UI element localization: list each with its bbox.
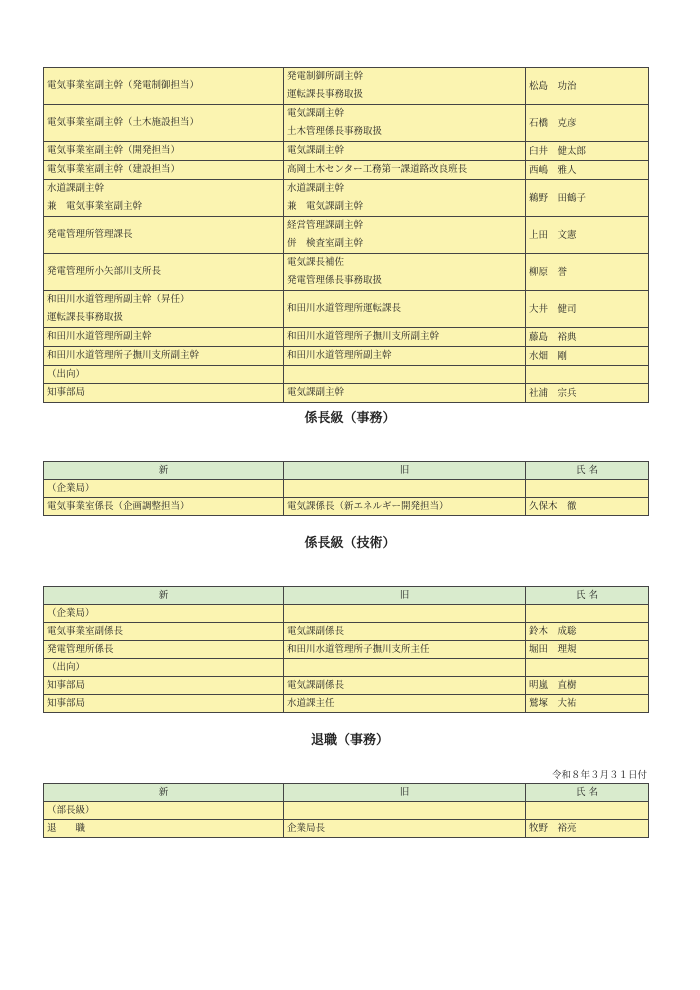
cell-name: 社浦 宗兵 [526,384,649,403]
col-header-name: 氏 名 [526,784,649,802]
cell-name: 上田 文憲 [526,217,649,254]
cell-name: 牧野 裕亮 [526,820,649,838]
cell-old: 電気課副係長 [284,623,526,641]
cell-old [284,68,526,105]
effective-date: 令和８年３月３１日付 [551,770,647,781]
cell-old-line: 電気課副主幹 [287,145,345,156]
cell-new-line: 水道課副主幹 [47,183,105,194]
cell-new-line: 知事部局 [47,387,86,398]
cell-new [44,347,284,366]
cell-old-line: 土木管理係長事務取扱 [287,126,383,137]
cell-new [44,384,284,403]
table-row [44,161,649,180]
cell-name: 久保木 徹 [526,498,649,516]
cell-name: 柳原 誉 [526,254,649,291]
cell-name: 石橋 克彦 [526,105,649,142]
cell-old: 企業局長 [284,820,526,838]
cell-name: 鈴木 成聡 [526,623,649,641]
cell-old-line: 高岡土木センター工務第一課道路改良班長 [287,164,468,175]
cell-new [44,142,284,161]
col-header-name: 氏 名 [526,462,649,480]
section-row [44,802,649,820]
table-row [44,498,649,516]
cell-new: 発電管理所係長 [44,641,284,659]
col-header-new: 新 [44,462,284,480]
cell-old-line: 水道課副主幹 [287,183,345,194]
cell-old [284,105,526,142]
appointments-table-top [43,67,649,403]
col-header-name: 氏 名 [526,587,649,605]
table-row [44,105,649,142]
cell-new: 電気事業室係長（企画調整担当） [44,498,284,516]
table-row [44,677,649,695]
cell-old [284,328,526,347]
cell-old [284,217,526,254]
cell-old-line: 和田川水道管理所子撫川支所副主幹 [287,331,440,342]
table-row [44,291,649,328]
appointments-table-taishoku [43,783,649,838]
cell-name: 鵜野 田鶴子 [526,180,649,217]
cell-new-line: 運転課長事務取扱 [47,312,124,323]
cell-old: 和田川水道管理所子撫川支所主任 [284,641,526,659]
table-row [44,695,649,713]
cell-new [44,254,284,291]
cell-old [284,161,526,180]
cell-new-line: 和田川水道管理所副主幹 [47,331,152,342]
cell-new-line: 電気事業室副主幹（土木施設担当） [47,117,200,128]
section-label: （企業局） [44,480,284,498]
section-row [44,605,649,623]
col-header-new: 新 [44,587,284,605]
cell-old [284,254,526,291]
cell-old-line: 併 検査室副主幹 [287,238,364,249]
cell-name: 藤島 裕典 [526,328,649,347]
section-label: （出向） [44,366,284,384]
cell-old-line: 電気課長補佐 [287,257,345,268]
cell-old-line: 発電制御所副主幹 [287,71,364,82]
section-title-kakaricho-jimu: 係長級（事務） [304,411,396,426]
table-row [44,641,649,659]
header-row [44,462,649,480]
cell-name: 鷲塚 大祐 [526,695,649,713]
table-row [44,254,649,291]
cell-name: 堀田 理規 [526,641,649,659]
cell-old-line: 経営管理課副主幹 [287,220,364,231]
table-row [44,68,649,105]
header-row [44,784,649,802]
cell-old: 水道課主任 [284,695,526,713]
header-row [44,587,649,605]
cell-name: 西嶋 雅人 [526,161,649,180]
section-label: （部長級） [44,802,284,820]
section-label: （出向） [44,659,284,677]
cell-new [44,291,284,328]
cell-new [44,217,284,254]
cell-new-line: 発電管理所管理課長 [47,229,133,240]
table-row [44,623,649,641]
cell-old: 電気課係長（新エネルギー開発担当） [284,498,526,516]
cell-old-line: 電気課副主幹 [287,387,345,398]
section-row [44,366,649,384]
cell-new [44,180,284,217]
cell-new [44,68,284,105]
cell-new-line: 電気事業室副主幹（開発担当） [47,145,181,156]
cell-new [44,328,284,347]
section-row [44,659,649,677]
cell-new-line: 発電管理所小矢部川支所長 [47,266,162,277]
col-header-old: 旧 [284,462,526,480]
cell-old [284,291,526,328]
col-header-old: 旧 [284,784,526,802]
cell-old-line: 和田川水道管理所副主幹 [287,350,392,361]
cell-new: 知事部局 [44,677,284,695]
cell-new-line: 兼 電気事業室副主幹 [47,201,143,212]
cell-new-line: 電気事業室副主幹（建設担当） [47,164,181,175]
appointments-table-kakaricho-jimu [43,461,649,516]
section-label: （企業局） [44,605,284,623]
table-row [44,384,649,403]
cell-new-line: 和田川水道管理所副主幹（昇任） [47,294,190,305]
appointments-table-kakaricho-gijutsu [43,586,649,713]
cell-name: 臼井 健太郎 [526,142,649,161]
table-row [44,142,649,161]
cell-name: 大井 健司 [526,291,649,328]
cell-old-line: 和田川水道管理所運転課長 [287,303,402,314]
cell-old [284,180,526,217]
cell-old: 電気課副係長 [284,677,526,695]
table-row [44,820,649,838]
cell-name: 水畑 剛 [526,347,649,366]
cell-old-line: 電気課副主幹 [287,108,345,119]
section-title-kakaricho-gijutsu: 係長級（技術） [304,536,396,551]
cell-new-line: 和田川水道管理所子撫川支所副主幹 [47,350,200,361]
cell-old-line: 運転課長事務取扱 [287,89,364,100]
table-row [44,180,649,217]
cell-old-line: 発電管理係長事務取扱 [287,275,383,286]
table-row [44,217,649,254]
cell-old-line: 兼 電気課副主幹 [287,201,364,212]
cell-new [44,161,284,180]
cell-old [284,347,526,366]
cell-name: 明嵐 直樹 [526,677,649,695]
col-header-old: 旧 [284,587,526,605]
cell-old [284,142,526,161]
col-header-new: 新 [44,784,284,802]
cell-new: 退 職 [44,820,284,838]
cell-new: 知事部局 [44,695,284,713]
table-row [44,347,649,366]
cell-new: 電気事業室副係長 [44,623,284,641]
cell-new [44,105,284,142]
cell-name: 松島 功治 [526,68,649,105]
cell-new-line: 電気事業室副主幹（発電制御担当） [47,80,200,91]
table-row [44,328,649,347]
section-row [44,480,649,498]
section-title-taishoku: 退職（事務） [310,733,389,748]
cell-old [284,384,526,403]
